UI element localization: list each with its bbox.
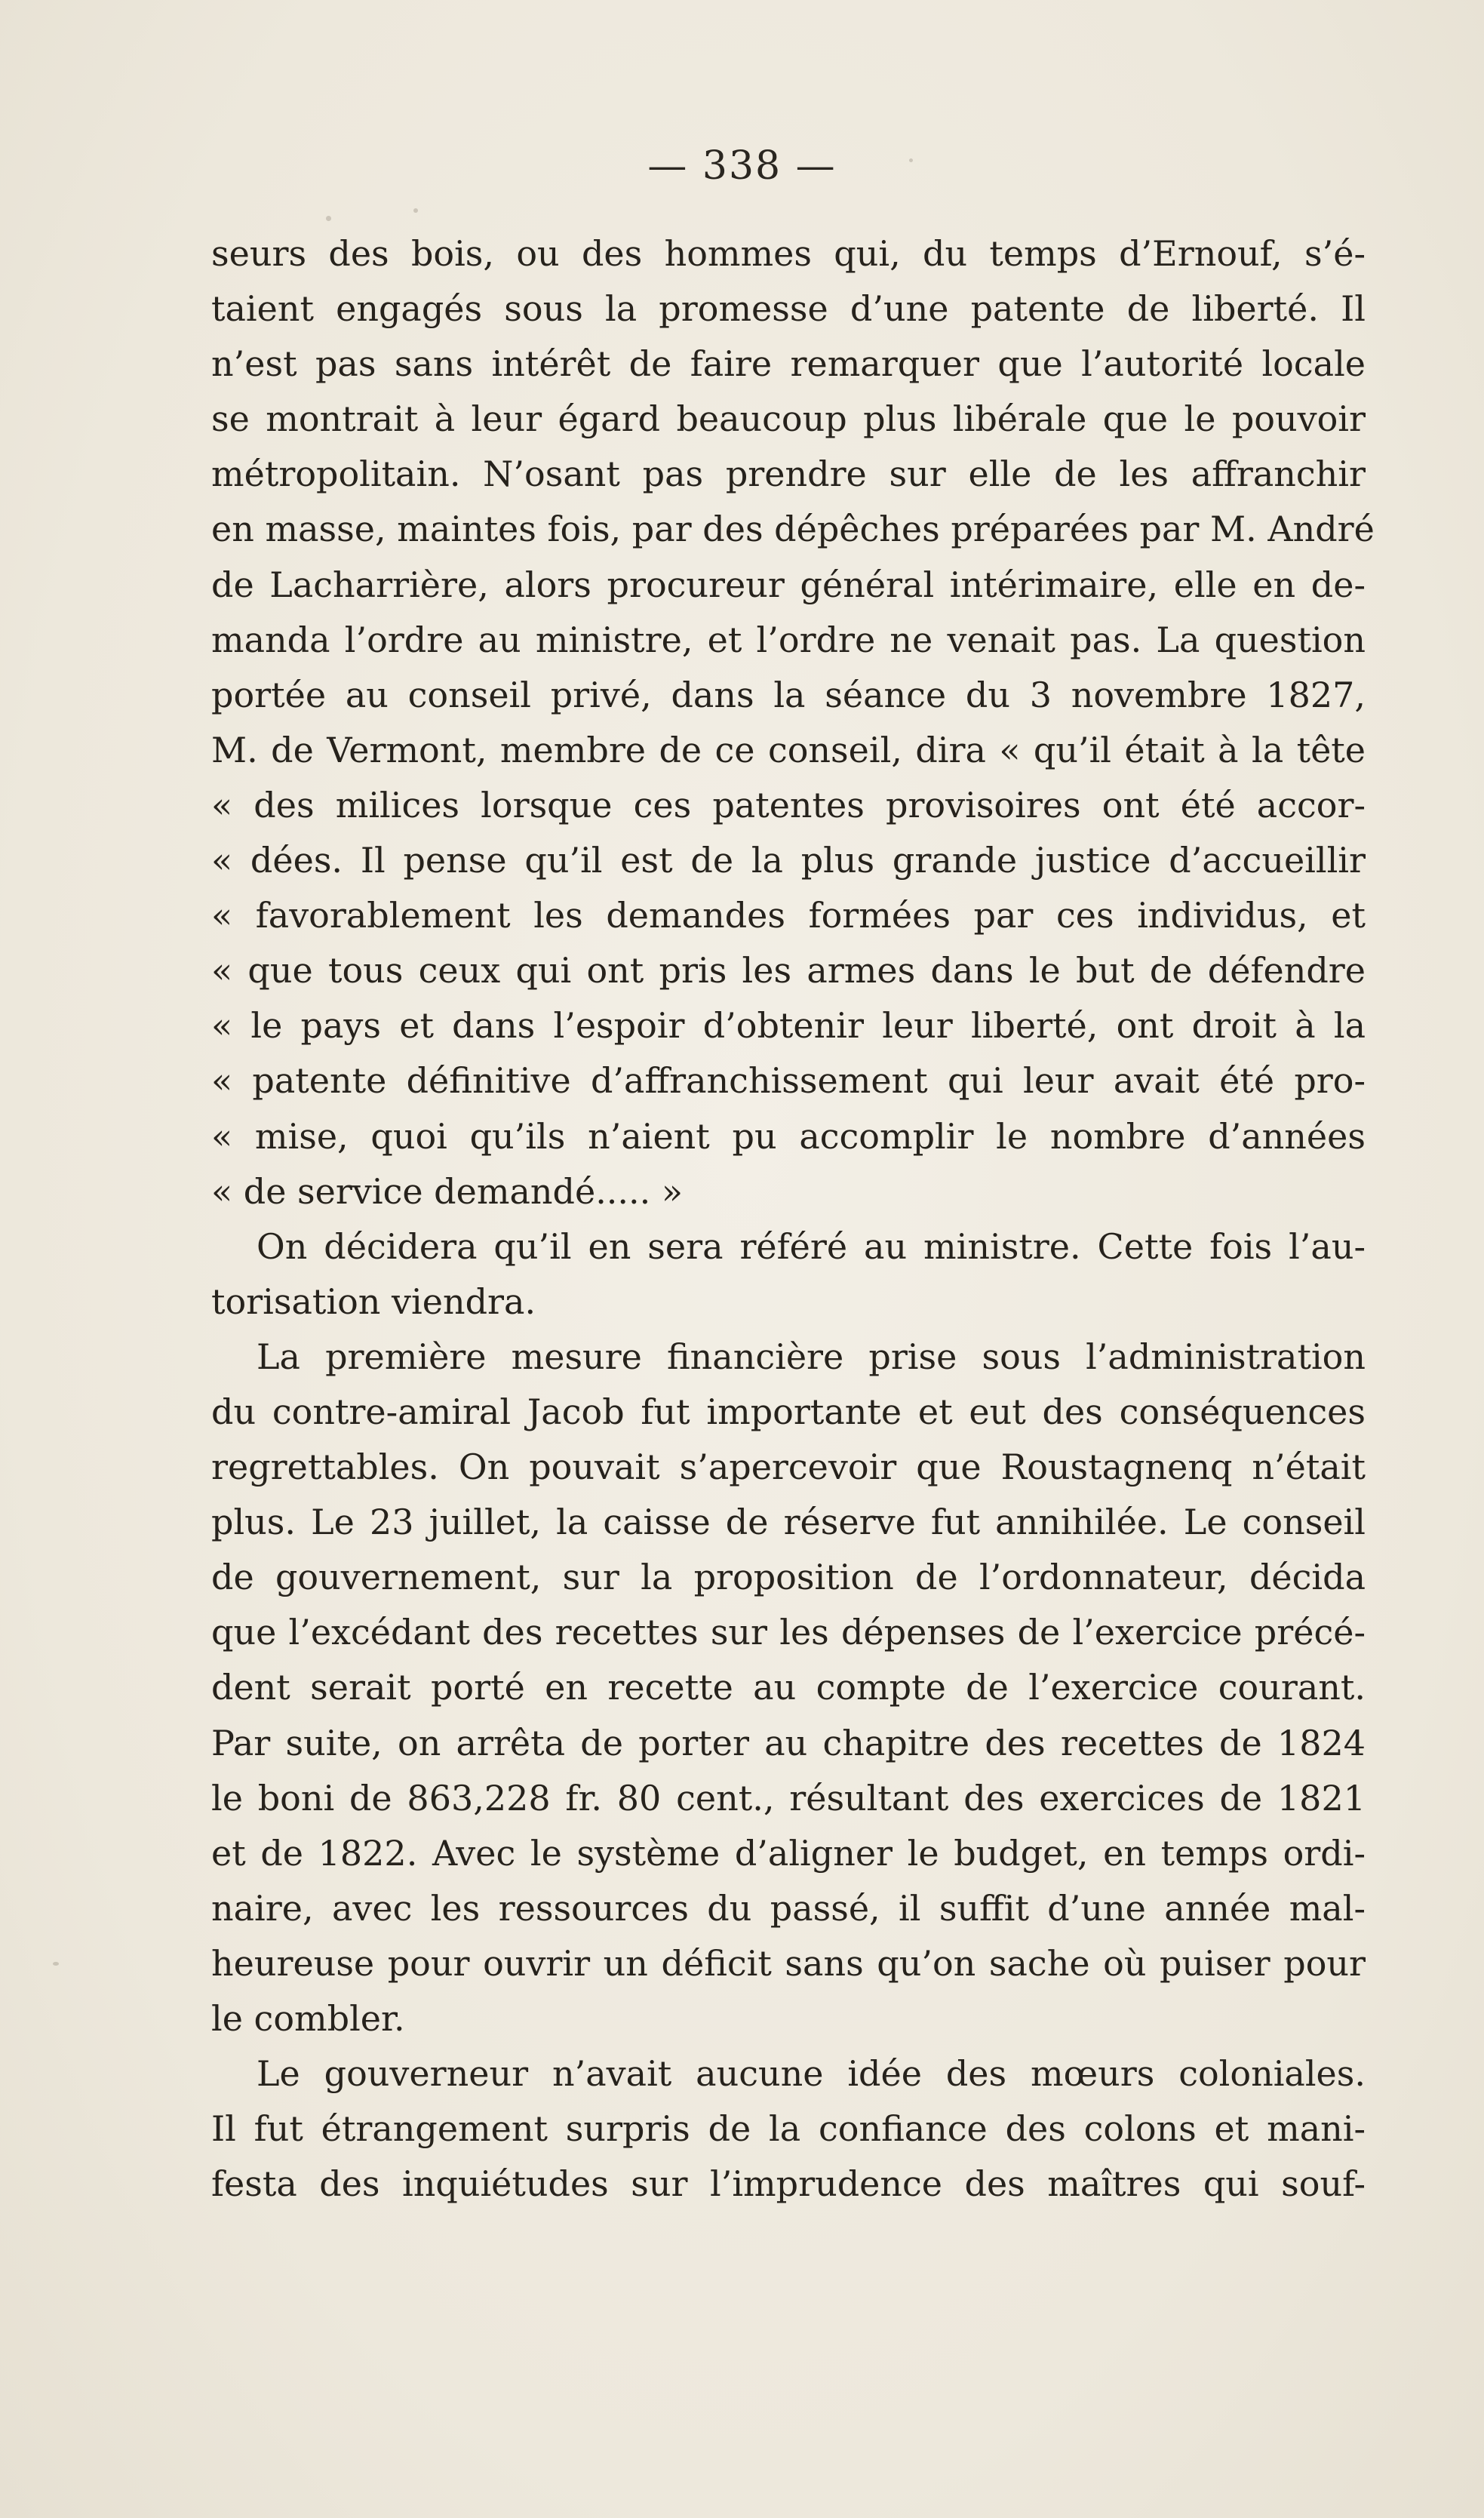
paper-speck — [909, 158, 913, 162]
text-line: et de 1822. Avec le système d’aligner le budget, en temps ordi- — [211, 1832, 1366, 1874]
text-line: du contre-amiral Jacob fut importante et eut des conséquences — [211, 1391, 1366, 1432]
text-line: manda l’ordre au ministre, et l’ordre ne venait pas. La question — [211, 619, 1366, 660]
text-line: « patente définitive d’affranchissement qui leur avait été pro- — [211, 1060, 1366, 1102]
text-line: le combler. — [211, 1998, 405, 2039]
text-line: « que tous ceux qui ont pris les armes dans le but de défendre — [211, 950, 1366, 992]
text-line: « des milices lorsque ces patentes provisoires ont été accor- — [211, 784, 1366, 825]
paper-speck — [413, 208, 418, 213]
text-line: Il fut étrangement surpris de la confiance des colons et mani- — [211, 2108, 1366, 2150]
text-line: Par suite, on arrêta de porter au chapitre des recettes de 1824 — [211, 1722, 1366, 1763]
body-text — [211, 226, 1375, 2212]
text-line: plus. Le 23 juillet, la caisse de réserve fut annihilée. Le conseil — [211, 1502, 1366, 1543]
text-line: festa des inquiétudes sur l’imprudence des maîtres qui souf- — [211, 2163, 1366, 2205]
text-line: « le pays et dans l’espoir d’obtenir leur liberté, ont droit à la — [211, 1005, 1366, 1047]
text-line: n’est pas sans intérêt de faire remarquer que l’autorité locale — [211, 343, 1366, 385]
text-line: La première mesure financière prise sous l’administration — [257, 1336, 1366, 1377]
text-line: Le gouverneur n’avait aucune idée des mœurs coloniales. — [257, 2053, 1366, 2095]
text-line: taient engagés sous la promesse d’une patente de liberté. Il — [211, 288, 1366, 330]
text-line: se montrait à leur égard beaucoup plus libérale que le pouvoir — [211, 398, 1366, 440]
paper-speck — [53, 1962, 59, 1966]
text-line: torisation viendra. — [211, 1281, 536, 1322]
text-line: le boni de 863,228 fr. 80 cent., résultant des exercices de 1821 — [211, 1777, 1366, 1819]
text-line: de gouvernement, sur la proposition de l’ordonnateur, décida — [211, 1557, 1366, 1598]
text-line: naire, avec les ressources du passé, il suffit d’une année mal- — [211, 1887, 1366, 1929]
text-line: en masse, maintes fois, par des dépêches préparées par M. André — [211, 509, 1375, 550]
text-line: portée au conseil privé, dans la séance du 3 novembre 1827, — [211, 674, 1366, 715]
page-number: — 338 — — [647, 143, 837, 189]
text-line: M. de Vermont, membre de ce conseil, dira « qu’il était à la tête — [211, 729, 1366, 770]
text-line: dent serait porté en recette au compte de l’exercice courant. — [211, 1667, 1366, 1708]
paper-speck — [326, 216, 331, 221]
text-line: regrettables. On pouvait s’apercevoir que Roustagnenq n’était — [211, 1447, 1366, 1488]
text-line: On décidera qu’il en sera référé au ministre. Cette fois l’au- — [257, 1225, 1366, 1267]
text-line: que l’excédant des recettes sur les dépenses de l’exercice précé- — [211, 1612, 1366, 1653]
text-line: métropolitain. N’osant pas prendre sur elle de les affranchir — [211, 453, 1366, 495]
text-line: « de service demandé..... » — [211, 1170, 684, 1212]
text-line: « mise, quoi qu’ils n’aient pu accomplir le nombre d’années — [211, 1115, 1366, 1157]
text-line: « dées. Il pense qu’il est de la plus grande justice d’accueillir — [211, 840, 1366, 881]
text-line: seurs des bois, ou des hommes qui, du temps d’Ernouf, s’é- — [211, 233, 1366, 274]
text-line: de Lacharrière, alors procureur général intérimaire, elle en de- — [211, 564, 1366, 605]
text-line: heureuse pour ouvrir un déficit sans qu’on sache où puiser pour — [211, 1942, 1366, 1984]
text-line: « favorablement les demandes formées par ces individus, et — [211, 895, 1366, 936]
